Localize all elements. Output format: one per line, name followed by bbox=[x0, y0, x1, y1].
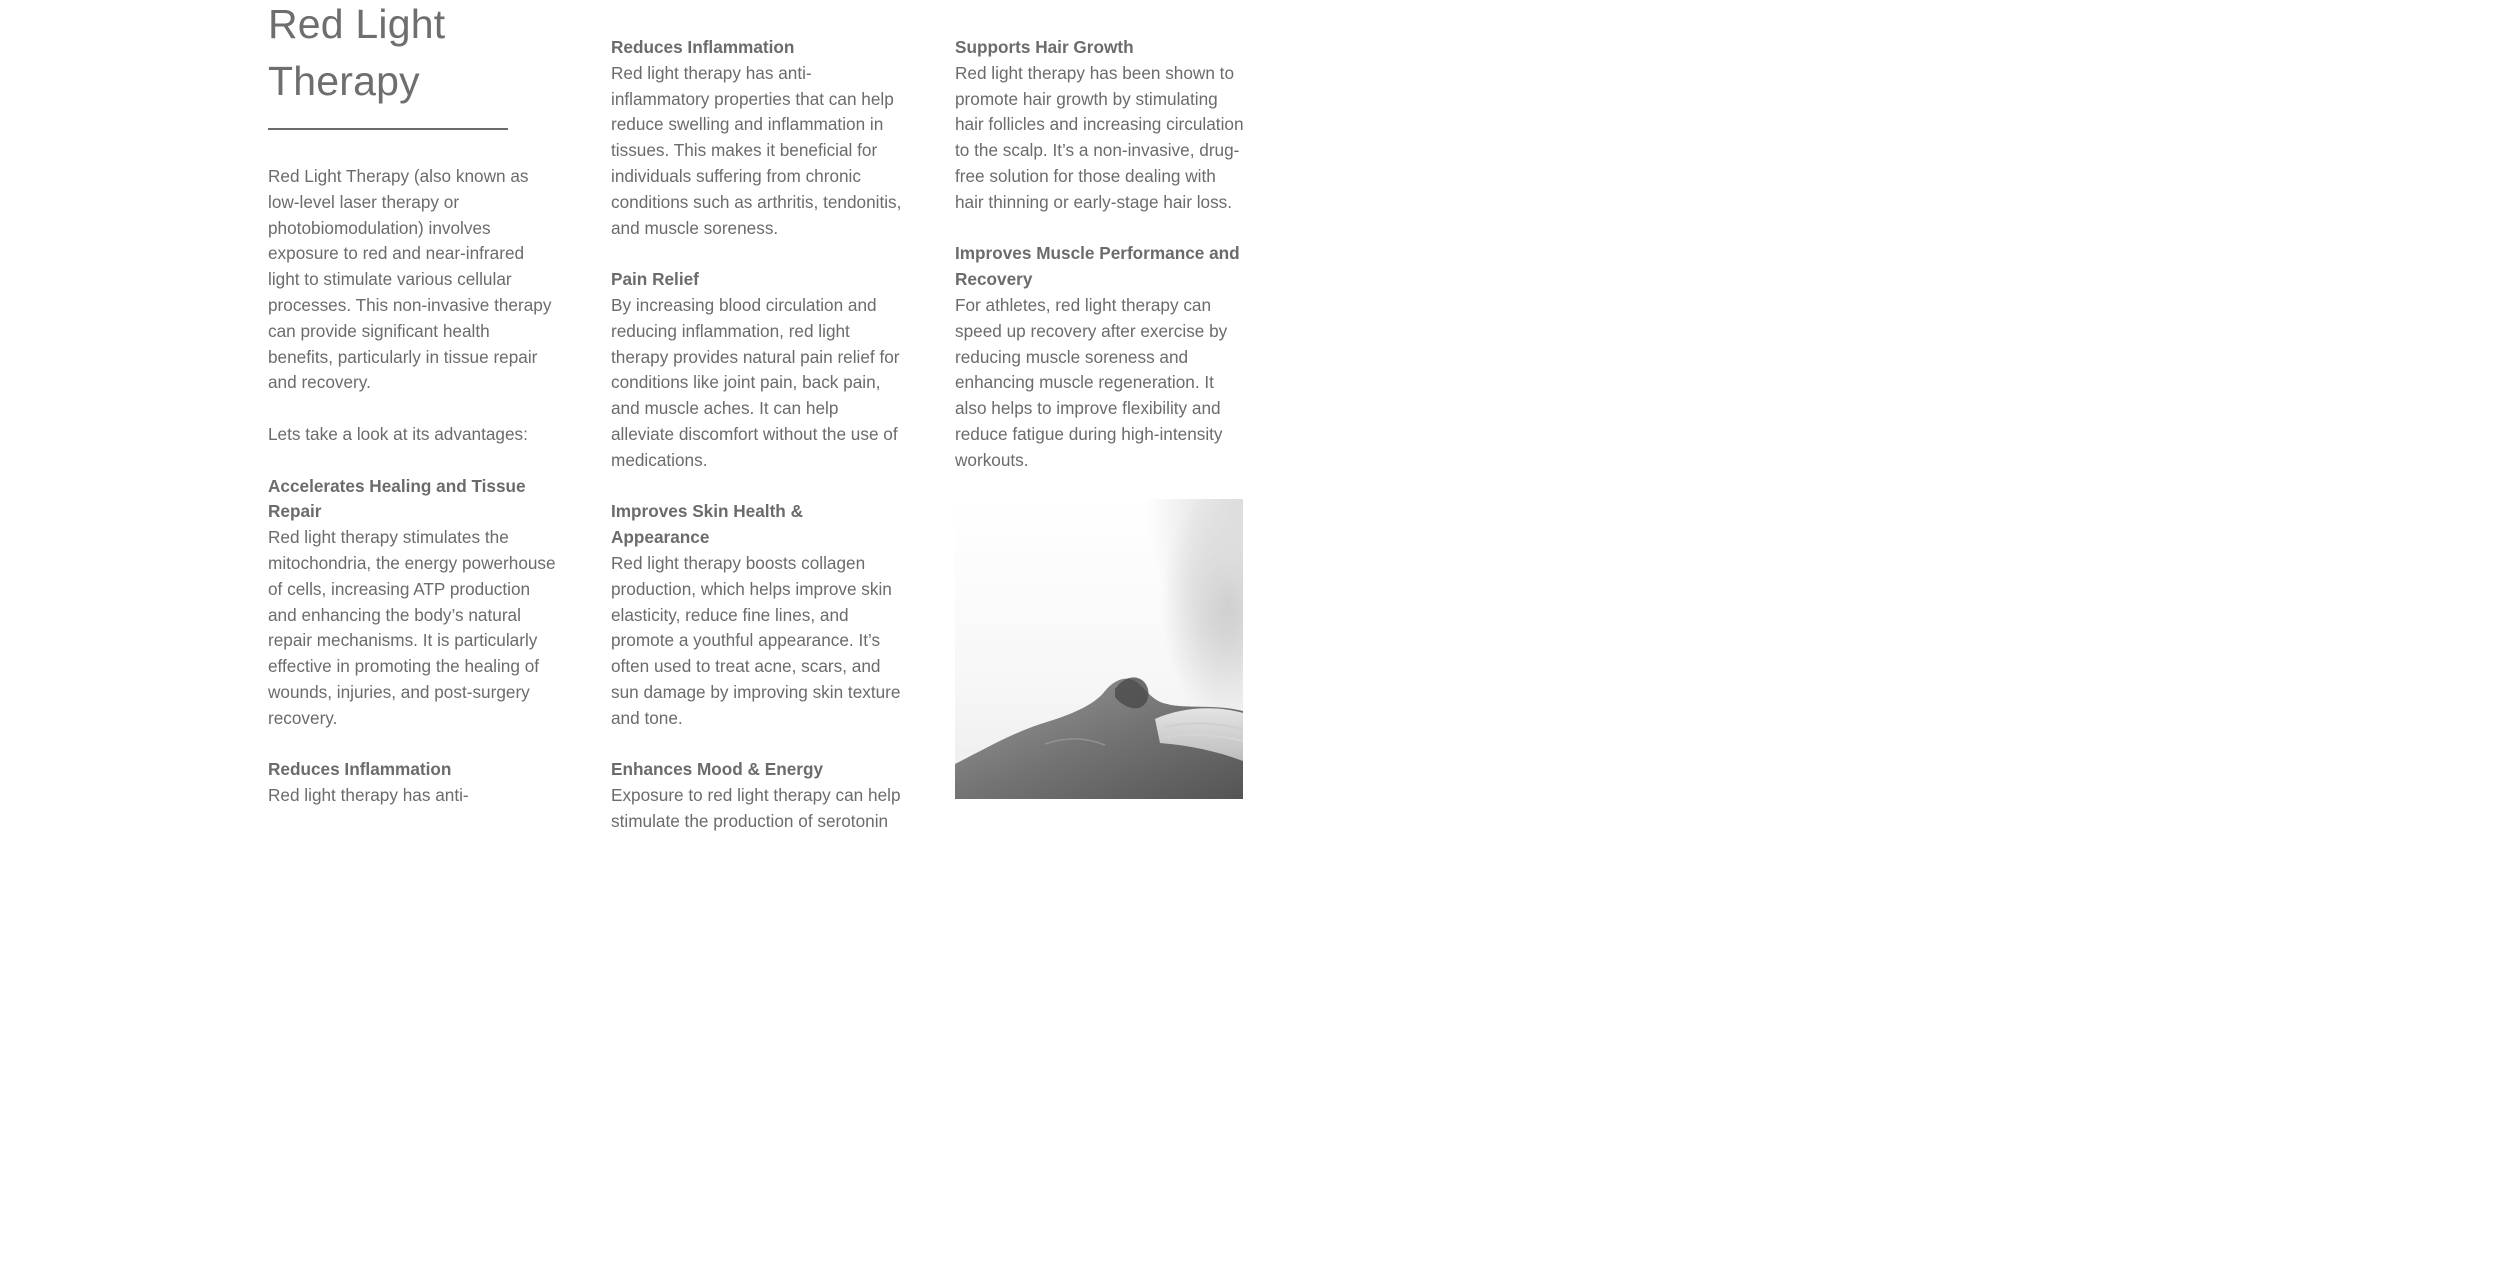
benefit-text: Red light therapy has anti- bbox=[268, 785, 469, 806]
title-divider bbox=[268, 128, 508, 130]
benefit-text: For athletes, red light therapy can speed up recovery after exercise by reducing muscle soreness and enhancing muscle regeneration. It also helps to improve flexibility and reduce fatigue during high-intensity workouts. bbox=[955, 294, 1228, 470]
benefit-heading: Improves Muscle Performance and Recovery bbox=[955, 243, 1240, 290]
benefit-heading: Pain Relief bbox=[611, 269, 699, 290]
benefit-block-pain-relief bbox=[611, 267, 903, 473]
benefit-block-healing bbox=[268, 474, 558, 732]
photo-illustration bbox=[955, 499, 1243, 799]
benefit-heading: Accelerates Healing and Tissue Repair bbox=[268, 475, 526, 522]
benefit-block-hair-growth bbox=[955, 35, 1245, 216]
benefit-text: Exposure to red light therapy can help stimulate the production of serotonin bbox=[611, 785, 901, 831]
middle-column bbox=[611, 0, 903, 861]
benefit-text: Red light therapy has been shown to promote hair growth by stimulating hair follicles and increasing circulation to the scalp. It’s a non-invasive, drug-free solution for those dealing with hair thinning or early-stage hair loss. bbox=[955, 62, 1244, 212]
benefit-heading: Reduces Inflammation bbox=[611, 37, 795, 57]
page-title bbox=[268, 0, 558, 110]
benefit-block-mood-energy bbox=[611, 757, 903, 834]
benefit-text: Red light therapy has anti-inflammatory properties that can help reduce swelling and inflammation in tissues. This makes it beneficial for individuals suffering from chronic conditions such as arthritis, tendonitis, and muscle soreness. bbox=[611, 62, 902, 238]
page-title-line2: Therapy bbox=[268, 58, 420, 104]
benefit-block-reduces-inflammation bbox=[611, 35, 903, 241]
page-title-line1: Red Light bbox=[268, 1, 446, 47]
intro-paragraph: Red Light Therapy (also known as low-level laser therapy or photobiomodulation) involves exposure to red and near-infrared light to stimulate various cellular processes. This non-invasive therapy can provide significant health benefits, particularly in tissue repair and recovery. bbox=[268, 166, 552, 393]
benefit-block-inflammation bbox=[268, 757, 558, 809]
face-relaxing-photo bbox=[955, 499, 1243, 799]
benefit-text: By increasing blood circulation and reducing inflammation, red light therapy provides natural pain relief for conditions like joint pain, back pain, and muscle aches. It can help alleviate discomfort without the use of medications. bbox=[611, 294, 900, 470]
benefit-text: Red light therapy boosts collagen production, which helps improve skin elasticity, reduce fine lines, and promote a youthful appearance. It’s often used to treat acne, scars, and sun damage by improving skin texture and tone. bbox=[611, 552, 901, 728]
benefit-heading: Improves Skin Health & Appearance bbox=[611, 501, 803, 548]
left-column bbox=[268, 0, 558, 835]
benefit-heading: Enhances Mood & Energy bbox=[611, 759, 824, 780]
benefit-block-muscle-performance bbox=[955, 241, 1245, 473]
benefit-text: Red light therapy stimulates the mitochondria, the energy powerhouse of cells, increasing ATP production and enhancing the body’s natural repair mechanisms. It is particularly effective in promoting the healing of wounds, injuries, and post-surgery recovery. bbox=[268, 527, 556, 728]
benefit-heading: Reduces Inflammation bbox=[268, 759, 452, 780]
benefit-heading: Supports Hair Growth bbox=[955, 37, 1134, 57]
intro-lead-in: Lets take a look at its advantages: bbox=[268, 423, 528, 444]
right-column bbox=[955, 0, 1245, 799]
benefit-block-skin-health bbox=[611, 499, 903, 731]
